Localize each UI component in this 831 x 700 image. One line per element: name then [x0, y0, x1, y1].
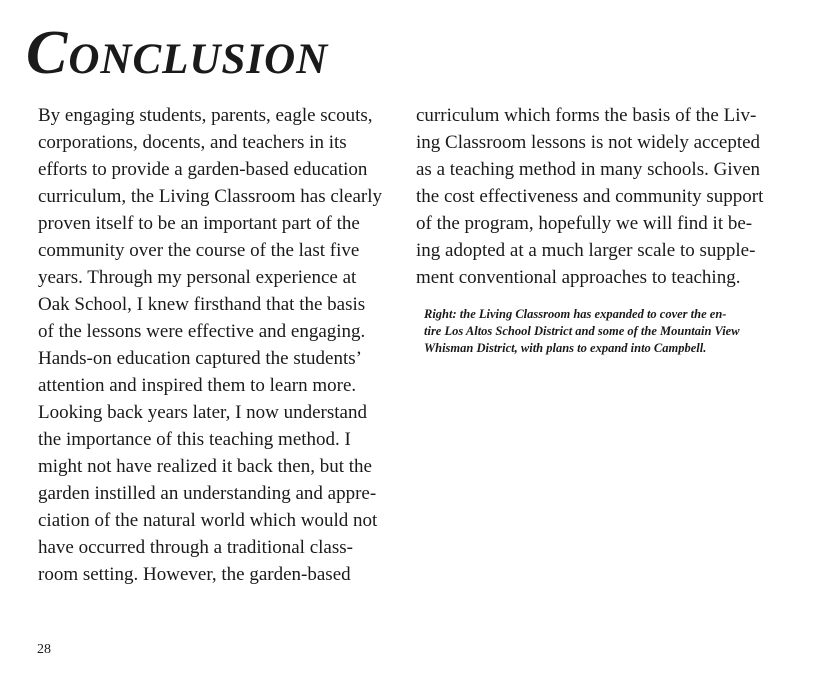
- body-line: Looking back years later, I now understand: [38, 402, 367, 423]
- body-line: ciation of the natural world which would not: [38, 510, 378, 531]
- body-line: might not have realized it back then, but the: [38, 456, 372, 477]
- body-line: as a teaching method in many schools. Given: [416, 159, 761, 180]
- body-line: ing adopted at a much larger scale to supple-: [416, 240, 756, 261]
- caption-line: Right: the Living Classroom has expanded to cover the en-: [424, 307, 727, 321]
- body-line: curriculum, the Living Classroom has clearly: [38, 186, 383, 207]
- body-line: of the program, hopefully we will find it be-: [416, 213, 753, 234]
- body-line: Hands-on education captured the students’: [38, 348, 362, 369]
- body-line: room setting. However, the garden-based: [38, 564, 351, 585]
- left-column-text: [38, 102, 408, 588]
- right-column-text: [416, 102, 791, 291]
- body-line: years. Through my personal experience at: [38, 267, 357, 288]
- page-title: Conclusion: [26, 19, 329, 87]
- body-line: By engaging students, parents, eagle scouts,: [38, 105, 373, 126]
- body-line: efforts to provide a garden-based education: [38, 159, 368, 180]
- body-line: curriculum which forms the basis of the Liv-: [416, 105, 757, 126]
- page-number: 28: [37, 642, 51, 657]
- body-line: of the lessons were effective and engaging.: [38, 321, 366, 342]
- caption-line: Whisman District, with plans to expand into Campbell.: [424, 341, 707, 355]
- body-line: attention and inspired them to learn more.: [38, 375, 357, 396]
- body-line: the importance of this teaching method. I: [38, 429, 351, 450]
- body-line: ing Classroom lessons is not widely accepted: [416, 132, 761, 153]
- body-line: garden instilled an understanding and appre-: [38, 483, 377, 504]
- body-line: the cost effectiveness and community support: [416, 186, 764, 207]
- body-line: community over the course of the last five: [38, 240, 360, 261]
- image-caption: [424, 306, 784, 357]
- body-line: Oak School, I knew firsthand that the basis: [38, 294, 366, 315]
- body-line: ment conventional approaches to teaching.: [416, 267, 741, 288]
- body-line: have occurred through a traditional class-: [38, 537, 353, 558]
- body-line: corporations, docents, and teachers in its: [38, 132, 347, 153]
- body-line: proven itself to be an important part of the: [38, 213, 360, 234]
- caption-line: tire Los Altos School District and some of the Mountain View: [424, 324, 740, 338]
